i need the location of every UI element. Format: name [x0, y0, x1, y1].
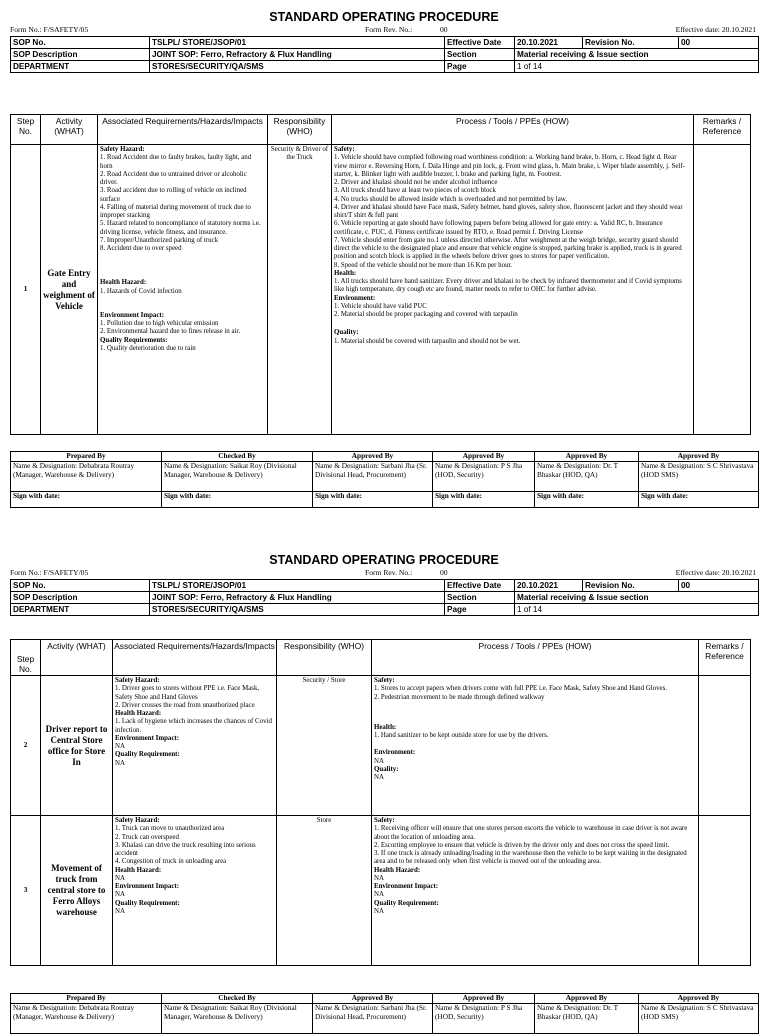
signatory-name: Name & Designation: S C Shrivastava (HOD SMS)	[639, 461, 759, 491]
quality-requirement-heading: Quality Requirements:	[100, 336, 168, 344]
environment-impact-heading: Environment Impact:	[115, 883, 179, 890]
health-hazard-list: 1. Hazards of Covid infection	[100, 287, 182, 295]
sign-date-field: Sign with date:	[313, 491, 433, 507]
department-label: DEPARTMENT	[11, 604, 150, 616]
form-info-line	[10, 568, 758, 579]
revision-label: Revision No.	[583, 580, 679, 592]
signatory-name: Name & Designation: Debabrata Routray (Manager, Warehouse & Delivery)	[11, 461, 162, 491]
process-health-heading: Health Hazard:	[374, 866, 421, 874]
responsibility-cell: Security / Store	[277, 676, 372, 816]
process-environment-list: 1. Vehicle should have valid PUC 2. Material should be proper packaging and covered with tarpaulin	[334, 302, 518, 318]
sign-date-field: Sign with date:	[535, 491, 639, 507]
signature-role: Approved By	[639, 994, 759, 1004]
signature-role: Approved By	[639, 452, 759, 462]
process-environment-list: NA	[374, 757, 384, 765]
process-safety-heading: Safety:	[374, 677, 395, 684]
column-header-responsibility: Responsibility (WHO)	[268, 115, 332, 145]
page-title: STANDARD OPERATING PROCEDURE	[269, 10, 499, 24]
section-label: Section	[445, 592, 515, 604]
signatory-name: Name & Designation: Sarbani Jha (Sr. Divisional Head, Procurement)	[313, 461, 433, 491]
procedure-table-page-1	[10, 114, 751, 435]
sign-date-field: Sign with date:	[639, 491, 759, 507]
column-header-process: Process / Tools / PPEs (HOW)	[332, 115, 694, 145]
safety-hazard-heading: Safety Hazard:	[115, 817, 160, 824]
safety-hazard-heading: Safety Hazard:	[100, 146, 145, 153]
signature-role: Approved By	[433, 452, 535, 462]
process-safety-list: 1. Receiving officer will ensure that one stores person escorts the vehicle to warehouse in case driver is not aware about the location of unloading area. 2. Escorting employee to ensure that vehicle is driven by the driver only and does not cross the speed limit. 3. If one truck is already unloading/loading in the warehouse then the vehicle to be kept waiting in the designated area and to be released only when first vehicle is moved out of the unloading area.	[374, 825, 688, 866]
remarks-cell	[699, 816, 751, 966]
signature-role: Prepared By	[11, 994, 162, 1004]
column-header-step: Step No.	[11, 115, 41, 145]
signatory-name: Name & Designation: Saikat Roy (Divisional Manager, Warehouse & Delivery)	[162, 461, 313, 491]
hazards-cell	[113, 816, 277, 966]
section-label: Section	[445, 49, 515, 61]
step-number: 2	[11, 676, 41, 816]
process-quality-list: NA	[374, 907, 384, 915]
signatory-name: Name & Designation: Saikat Roy (Divisional Manager, Warehouse & Delivery)	[162, 1003, 313, 1033]
health-hazard-heading: Health Hazard:	[115, 710, 162, 717]
step-number: 3	[11, 816, 41, 966]
safety-hazard-list: 1. Driver goes to stores without PPE i.e. Face Mask, Safety Shoe and Hand Gloves 2. Driver crosses the road from unauthorized place	[115, 685, 260, 709]
process-environment-heading: Environment:	[334, 294, 376, 302]
page-label: Page	[445, 61, 515, 73]
signatory-name: Name & Designation: S C Shrivastava (HOD SMS)	[639, 1003, 759, 1033]
revision-label: Revision No.	[583, 37, 679, 49]
process-safety-list: 1. Vehicle should have complied following road worthiness condition: a. Working hand brake, b. Horn, c. Head light d. Rear view mirror e. Reversing Horn, f. Dala Hinge and pin lock, g. Front wind glass, h. Main brake, i. Wiper blade assembly, j. Self-starter, k. Blinker light with audible buzzer, l. brake and parking light, m. Footrest. 2. Driver and khalasi should not be under alcohol influence 3. All truck should have at least two pieces of scotch block 4. No trucks should be allowed inside which is overloaded and not permitted by law. 4. Driver and khalasi should have Face mask, Safety helmet, hand gloves, safety shoe, fluorescent jacket and they should wear shirt/T shirt & full pant 6. Vehicle reporting at gate should have following papers before being allowed for gate entry: a. Valid RC, b. Insurance certificate, c. PUC, d. Fitness certificate issued by RTO, e. Road permit f. Driving License 7. Vehicle should enter from gate no.1 unless directed otherwise. After weighment at the weigh bridge, security guard should direct the vehicle to the designated place and ensure that vehicle engine is stopped, parking brake is applied, truck is in geared position and scotch block is applied in the wheels before driver goes to stores for paper verification. 8. Speed of the vehicle should not be more than 16 Km per hour.	[334, 154, 685, 269]
environment-impact-heading: Environment Impact:	[115, 734, 179, 742]
sign-date-field: Sign with date:	[11, 491, 162, 507]
sop-description-value: JOINT SOP: Ferro, Refractory & Flux Handling	[150, 592, 445, 604]
environment-impact-list: NA	[115, 891, 125, 899]
process-health-list: 1. All trucks should have hand sanitizer. Every driver and khalasi to be check by infrared thermometer and if Covid symptoms like high temperature, dry cough etc are found, matter needs to refer to OHC for further advise.	[334, 278, 682, 294]
process-health-heading: Health:	[334, 269, 357, 277]
table-row	[11, 145, 751, 435]
step-number: 1	[11, 145, 41, 435]
hazards-cell	[113, 676, 277, 816]
quality-requirement-list: NA	[115, 907, 125, 915]
form-rev-value: 00	[440, 25, 448, 34]
effective-date-value: 20.10.2021	[515, 37, 583, 49]
signatory-name: Name & Designation: P S Jha (HOD, Security)	[433, 1003, 535, 1033]
process-health-list: 1. Hand sanitizer to be kept outside store for use by the drivers.	[374, 732, 549, 739]
signature-role: Approved By	[313, 452, 433, 462]
sop-header-table	[10, 579, 759, 616]
hazards-cell	[98, 145, 268, 435]
process-environment-heading: Environment:	[374, 749, 416, 757]
page-title: STANDARD OPERATING PROCEDURE	[269, 553, 499, 567]
effective-date-line: Effective date: 20.10.2021	[675, 25, 756, 34]
process-quality-heading: Quality Requirement:	[374, 899, 439, 907]
signature-table-page-1	[10, 451, 759, 508]
revision-value: 00	[679, 580, 759, 592]
sop-page-1	[10, 10, 759, 73]
signatory-name: Name & Designation: Dr. T Bhaskar (HOD, QA)	[535, 1003, 639, 1033]
sign-date-field: Sign with date:	[162, 491, 313, 507]
sop-header-table	[10, 36, 759, 73]
form-rev-label: Form Rev. No.:	[365, 568, 413, 577]
sop-description-label: SOP Description	[11, 592, 150, 604]
process-safety-list: 1. Stores to accept papers when drivers come with full PPE i.e. Face Mask, Safety Shoe and Hand Gloves. 2. Pedestrian movement to be made through defined walkway	[374, 685, 667, 701]
process-cell	[372, 816, 699, 966]
column-header-step: Step No.	[11, 640, 41, 676]
signature-role: Approved By	[535, 994, 639, 1004]
signature-role: Checked By	[162, 452, 313, 462]
health-hazard-list: 1. Lack of hygiene which increases the chances of Covid infection.	[115, 718, 272, 734]
process-safety-heading: Safety:	[374, 817, 395, 824]
safety-hazard-heading: Safety Hazard:	[115, 677, 160, 684]
column-header-activity: Activity (WHAT)	[41, 640, 113, 676]
health-hazard-list: NA	[115, 874, 125, 882]
table-row	[11, 816, 751, 966]
process-quality-heading: Quality:	[334, 329, 359, 337]
process-environment-list: NA	[374, 891, 384, 899]
column-header-process: Process / Tools / PPEs (HOW)	[372, 640, 699, 676]
signatory-name: Name & Designation: Sarbani Jha (Sr. Divisional Head, Procurement)	[313, 1003, 433, 1033]
section-value: Material receiving & Issue section	[515, 592, 759, 604]
quality-requirement-heading: Quality Requirement:	[115, 899, 180, 907]
environment-impact-list: NA	[115, 743, 125, 750]
revision-value: 00	[679, 37, 759, 49]
section-value: Material receiving & Issue section	[515, 49, 759, 61]
signature-role: Approved By	[433, 994, 535, 1004]
form-number: Form No.: F/SAFETY/05	[10, 25, 89, 34]
table-row	[11, 676, 751, 816]
environment-impact-heading: Environment Impact:	[100, 311, 164, 319]
remarks-cell	[699, 676, 751, 816]
effective-date-line: Effective date: 20.10.2021	[675, 568, 756, 577]
department-value: STORES/SECURITY/QA/SMS	[150, 604, 445, 616]
column-header-remarks: Remarks / Reference	[699, 640, 751, 676]
sign-date-field: Sign with date:	[433, 491, 535, 507]
sop-no-value: TSLPL/ STORE/JSOP/01	[150, 37, 445, 49]
process-quality-heading: Quality:	[374, 765, 399, 773]
department-label: DEPARTMENT	[11, 61, 150, 73]
page-label: Page	[445, 604, 515, 616]
quality-requirement-list: NA	[115, 759, 125, 767]
effective-date-value: 20.10.2021	[515, 580, 583, 592]
health-hazard-heading: Health Hazard:	[115, 866, 162, 874]
process-cell	[332, 145, 694, 435]
responsibility-cell: Security & Driver of the Truck	[268, 145, 332, 435]
column-header-hazards: Associated Requirements/Hazards/Impacts	[113, 640, 277, 676]
signature-role: Approved By	[313, 994, 433, 1004]
process-health-heading: Health:	[374, 723, 397, 731]
quality-requirement-heading: Quality Requirement:	[115, 751, 180, 759]
procedure-table-page-2	[10, 639, 751, 966]
process-quality-list: 1. Material should be covered with tarpaulin and should not be wet.	[334, 337, 521, 345]
signature-role: Approved By	[535, 452, 639, 462]
sop-no-label: SOP No.	[11, 37, 150, 49]
page-value: 1 of 14	[515, 604, 759, 616]
health-hazard-heading: Health Hazard:	[100, 279, 147, 287]
sop-description-value: JOINT SOP: Ferro, Refractory & Flux Handling	[150, 49, 445, 61]
remarks-cell	[694, 145, 751, 435]
process-health-list: NA	[374, 874, 384, 882]
signature-table-page-2	[10, 993, 759, 1034]
form-number: Form No.: F/SAFETY/05	[10, 568, 89, 577]
form-rev-label: Form Rev. No.:	[365, 25, 413, 34]
signature-role: Checked By	[162, 994, 313, 1004]
quality-requirement-list: 1. Quality deterioration due to rain	[100, 344, 196, 352]
form-rev-value: 00	[440, 568, 448, 577]
signatory-name: Name & Designation: Dr. T Bhaskar (HOD, QA)	[535, 461, 639, 491]
sop-description-label: SOP Description	[11, 49, 150, 61]
process-environment-heading: Environment Impact:	[374, 883, 438, 890]
form-info-line	[10, 25, 758, 36]
column-header-responsibility: Responsibility (WHO)	[277, 640, 372, 676]
signature-role: Prepared By	[11, 452, 162, 462]
sop-no-value: TSLPL/ STORE/JSOP/01	[150, 580, 445, 592]
column-header-activity: Activity (WHAT)	[41, 115, 98, 145]
effective-date-label: Effective Date	[445, 580, 515, 592]
signatory-name: Name & Designation: P S Jha (HOD, Security)	[433, 461, 535, 491]
process-safety-heading: Safety:	[334, 146, 355, 153]
activity-cell: Movement of truck from central store to Ferro Alloys warehouse	[41, 816, 113, 966]
safety-hazard-list: 1. Road Accident due to faulty brakes, faulty light, and horn 2. Road Accident due to untrained driver or alcoholic driver. 3. Road accident due to rolling of vehicle on inclined surface 4. Falling of material during movement of truck due to improper stacking 5. Hazard related to noncompliance of statutory norms i.e. driving license, vehicle fitness, and insurance. 7. Improper/Unauthorized parking of truck 8. Accident due to over speed	[100, 154, 261, 252]
process-cell	[372, 676, 699, 816]
page-value: 1 of 14	[515, 61, 759, 73]
process-quality-list: NA	[374, 774, 384, 781]
environment-impact-list: 1. Pollution due to high vehicular emission 2. Environmental hazard due to fines release in air.	[100, 320, 241, 336]
effective-date-label: Effective Date	[445, 37, 515, 49]
column-header-remarks: Remarks / Reference	[694, 115, 751, 145]
sop-page-2	[10, 553, 759, 616]
sop-no-label: SOP No.	[11, 580, 150, 592]
activity-cell: Driver report to Central Store office for Store In	[41, 676, 113, 816]
activity-cell: Gate Entry and weighment of Vehicle	[41, 145, 98, 435]
column-header-hazards: Associated Requirements/Hazards/Impacts	[98, 115, 268, 145]
signatory-name: Name & Designation: Debabrata Routray (Manager, Warehouse & Delivery)	[11, 1003, 162, 1033]
safety-hazard-list: 1. Truck can move to unauthorized area 2. Truck can overspeed 3. Khalasi can drive the truck resulting into serious accident 4. Congestion of truck in unloading area	[115, 825, 256, 866]
department-value: STORES/SECURITY/QA/SMS	[150, 61, 445, 73]
responsibility-cell: Store	[277, 816, 372, 966]
